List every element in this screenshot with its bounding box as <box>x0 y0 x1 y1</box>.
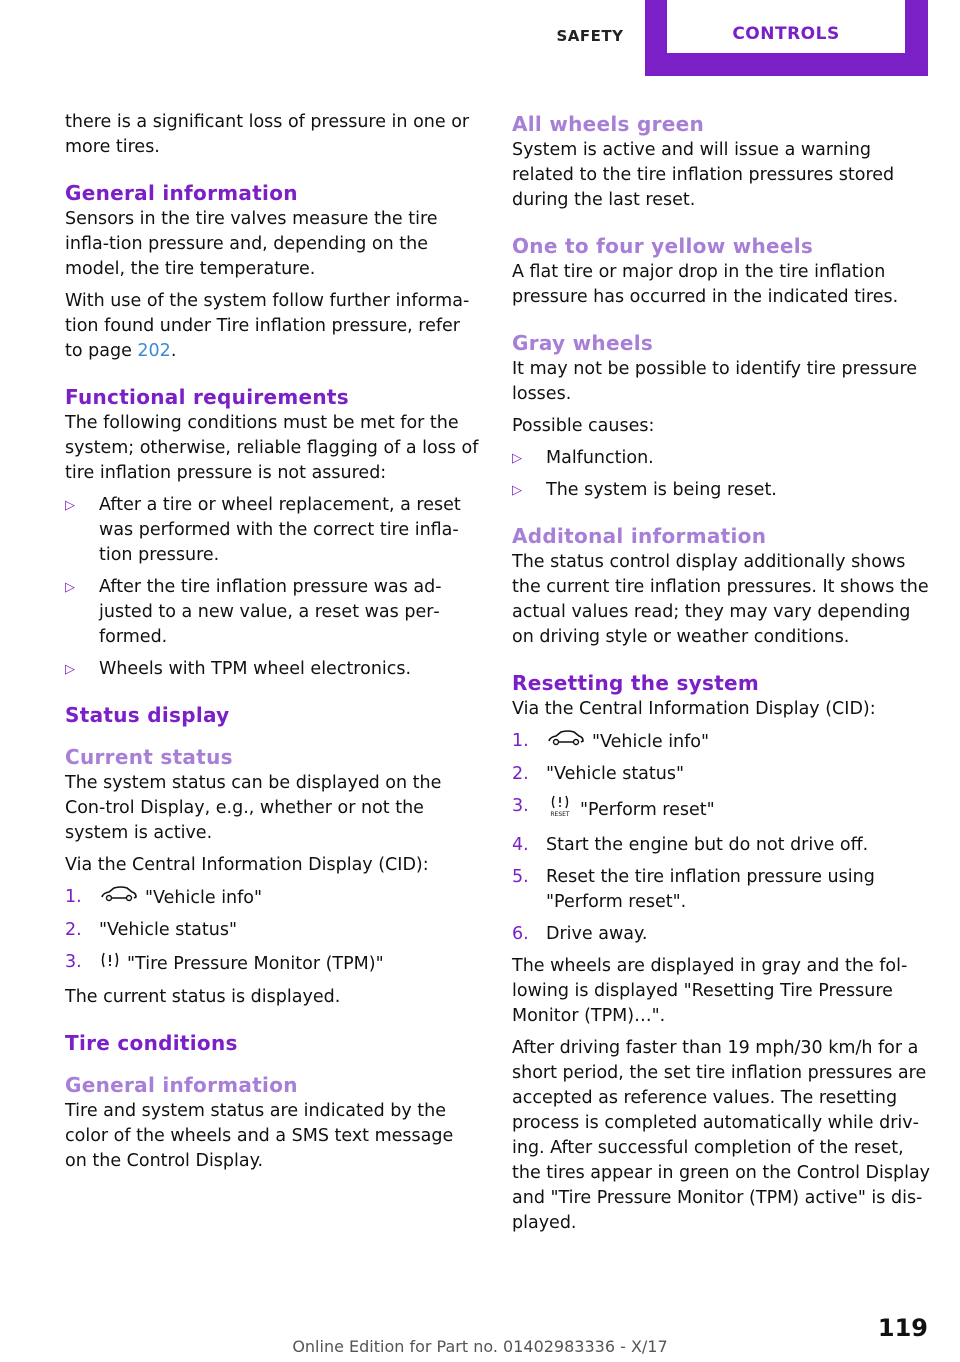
list-item-text: The system is being reset. <box>546 480 777 500</box>
step-text: Drive away. <box>546 924 648 944</box>
section-tabs <box>535 0 928 76</box>
step-item <box>512 865 932 915</box>
edition-footer: Online Edition for Part no. 01402983336 - X/17 <box>292 1337 668 1356</box>
right-column <box>512 110 932 1243</box>
gray-paragraph: It may not be possible to identify tire pressure losses. <box>512 359 918 404</box>
cid-intro: Via the Central Information Display (CID): <box>65 855 429 875</box>
tab-controls-label: CONTROLS <box>667 0 905 53</box>
list-item-text: Malfunction. <box>546 448 654 468</box>
func-req-list <box>65 493 480 682</box>
intro-paragraph: there is a significant loss of pressure in one or more tires. <box>65 112 470 157</box>
step-number: 4. <box>512 835 529 855</box>
reset-steps <box>512 729 932 947</box>
heading-tire-conditions: Tire conditions <box>65 1031 238 1055</box>
list-item-text: After a tire or wheel replacement, a reset was performed with the correct tire infla‐tion pressure. <box>99 495 461 565</box>
heading-yellow-wheels: One to four yellow wheels <box>512 234 814 258</box>
step-number: 2. <box>512 764 529 784</box>
reference-text: With use of the system follow further informa‐tion found under Tire inflation pressure, refer to page <box>65 291 470 361</box>
tab-controls[interactable] <box>645 0 928 76</box>
page-number: 119 <box>877 1314 928 1342</box>
yellow-paragraph: A flat tire or major drop in the tire inflation pressure has occurred in the indicated tires. <box>512 262 899 307</box>
heading-current-status: Current status <box>65 745 233 769</box>
step-text: Reset the tire inflation pressure using "Perform reset". <box>546 867 875 912</box>
step-number: 6. <box>512 924 529 944</box>
heading-resetting-system: Resetting the system <box>512 671 760 695</box>
bullet-triangle-icon: ▷ <box>65 662 75 677</box>
additional-info-paragraph: The status control display additionally shows the current tire inflation pressures. It shows the actual values read; they may vary depending on driving style or weather conditions. <box>512 552 929 647</box>
status-result: The current status is displayed. <box>65 987 341 1007</box>
car-icon <box>99 885 139 911</box>
list-item-text: Wheels with TPM wheel electronics. <box>99 659 412 679</box>
list-item <box>65 657 480 682</box>
step-number: 2. <box>65 920 82 940</box>
step-item <box>512 762 932 787</box>
step-text: "Tire Pressure Monitor (TPM)" <box>127 954 384 974</box>
step-text: "Vehicle status" <box>546 764 685 784</box>
bullet-triangle-icon: ▷ <box>512 483 522 498</box>
step-text: "Vehicle status" <box>99 920 238 940</box>
step-number: 1. <box>512 731 529 751</box>
green-paragraph: System is active and will issue a warning related to the tire inflation pressures stored during the last reset. <box>512 140 895 210</box>
step-text: "Vehicle info" <box>145 888 263 908</box>
tab-safety[interactable]: SAFETY <box>556 27 624 45</box>
tpm-warning-icon <box>99 950 121 978</box>
general-info-2-paragraph: Tire and system status are indicated by the color of the wheels and a SMS text message on the Control Display. <box>65 1101 454 1171</box>
func-req-paragraph: The following conditions must be met for the system; otherwise, reliable flagging of a loss of tire inflation pressure is not assured: <box>65 413 479 483</box>
step-number: 3. <box>512 796 529 816</box>
possible-causes: Possible causes: <box>512 416 655 436</box>
causes-list <box>512 446 932 503</box>
reset-paragraph-2: The wheels are displayed in gray and the fol‐lowing is displayed "Resetting Tire Pressure Monitor (TPM)…". <box>512 956 908 1026</box>
step-number: 3. <box>65 952 82 972</box>
step-text: Start the engine but do not drive off. <box>546 835 869 855</box>
reference-end: . <box>170 341 177 361</box>
step-item <box>512 922 932 947</box>
step-item <box>65 885 480 911</box>
bullet-triangle-icon: ▷ <box>512 451 522 466</box>
bullet-triangle-icon: ▷ <box>65 580 75 595</box>
heading-general-information: General information <box>65 181 298 205</box>
heading-status-display: Status display <box>65 703 230 727</box>
list-item <box>65 575 480 650</box>
step-text: "Perform reset" <box>580 800 715 820</box>
step-item <box>512 833 932 858</box>
page-link[interactable]: 202 <box>137 341 171 361</box>
left-column <box>65 110 480 1181</box>
tpm-reset-icon <box>546 794 574 826</box>
heading-general-information-2: General information <box>65 1073 298 1097</box>
list-item-text: After the tire inflation pressure was ad‐justed to a new value, a reset was per‐formed. <box>99 577 442 647</box>
step-item <box>65 918 480 943</box>
step-item <box>512 729 932 755</box>
step-item <box>65 950 480 978</box>
step-item <box>512 794 932 826</box>
reset-cid-intro: Via the Central Information Display (CID): <box>512 699 876 719</box>
step-text: "Vehicle info" <box>592 732 710 752</box>
heading-functional-requirements: Functional requirements <box>65 385 349 409</box>
status-steps <box>65 885 480 978</box>
general-info-paragraph: Sensors in the tire valves measure the tire infla‐tion pressure and, depending on the model, the tire temperature. <box>65 209 438 279</box>
reset-icon-label: RESET <box>550 811 570 818</box>
list-item <box>512 446 932 471</box>
step-number: 5. <box>512 867 529 887</box>
car-icon <box>546 729 586 755</box>
list-item <box>512 478 932 503</box>
heading-gray-wheels: Gray wheels <box>512 331 654 355</box>
heading-all-wheels-green: All wheels green <box>512 112 705 136</box>
reset-paragraph-3: After driving faster than 19 mph/30 km/h for a short period, the set tire inflation pressures are accepted as reference values. The resetting process is completed automatically while driv‐ing. After successful completion of the reset, the tires appear in green on the Control Display and "Tire Pressure Monitor (TPM) active" is dis‐played. <box>512 1038 931 1233</box>
current-status-paragraph: The system status can be displayed on the Con‐trol Display, e.g., whether or not the system is active. <box>65 773 442 843</box>
general-info-reference <box>65 289 480 364</box>
heading-additional-information: Additonal information <box>512 524 767 548</box>
bullet-triangle-icon: ▷ <box>65 498 75 513</box>
list-item <box>65 493 480 568</box>
step-number: 1. <box>65 887 82 907</box>
